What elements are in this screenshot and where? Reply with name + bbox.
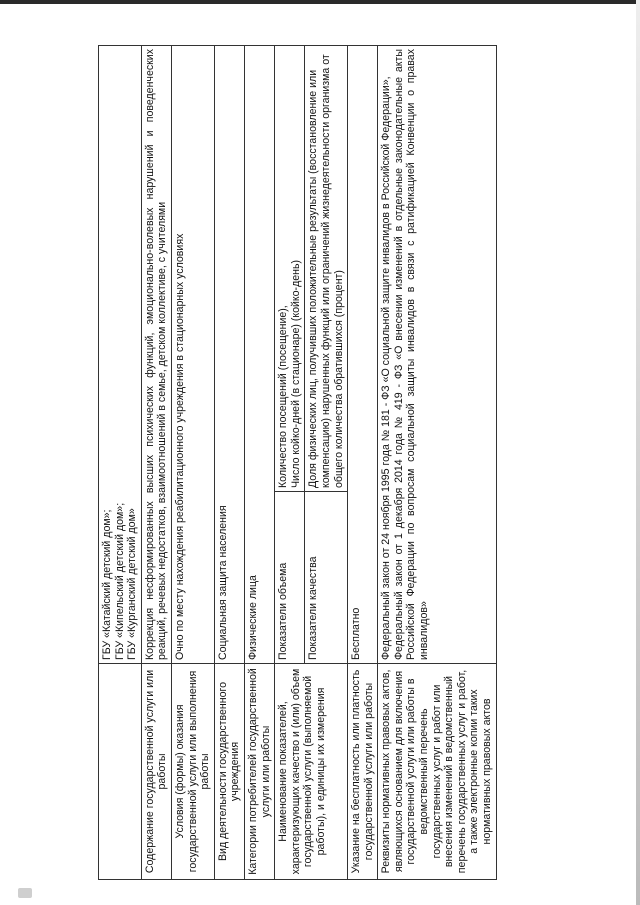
quality-indicators-value: Доля физических лиц, получивших положительные результаты (восстановление или компенсацию) нарушенных функций или ограничений жизнедеятельности организма от общего количества обратившихся (процент) bbox=[305, 46, 348, 492]
content-label: Содержание государственной услуги или работы bbox=[141, 664, 171, 880]
table-row-consumers bbox=[244, 46, 274, 880]
activity-label: Вид деятельности государственного учреждения bbox=[214, 664, 244, 880]
table-row-institutions bbox=[99, 46, 142, 880]
conditions-value: Очно по месту нахождения реабилитационного учреждения в стационарных условиях bbox=[171, 46, 214, 664]
volume-indicator: Количество посещений (посещение), bbox=[277, 305, 290, 488]
institution-item: ГБУ «Курганский детский дом» bbox=[126, 508, 139, 660]
rotated-document-page bbox=[98, 46, 508, 880]
quality-indicators-label: Показатели качества bbox=[305, 492, 348, 664]
table-row-payment bbox=[348, 46, 378, 880]
scan-top-edge bbox=[0, 0, 640, 4]
content-value: Коррекция несформированных высших психических функций, эмоционально-волевых нарушений и поведенческих реакций, речевых недостатков, взаимоотношений в семье, детском коллективе, с учителями bbox=[141, 46, 171, 664]
table-row-legal bbox=[378, 46, 496, 880]
scan-right-edge bbox=[636, 0, 640, 905]
activity-value: Социальная защита населения bbox=[214, 46, 244, 664]
payment-value: Бесплатно bbox=[348, 46, 378, 664]
indicators-label: Наименование показателей, характеризующих качество и (или) объем государственной услуги (выполняемой работы), и единицы их измерения bbox=[275, 664, 348, 880]
volume-indicators-label: Показатели объема bbox=[275, 492, 305, 664]
table-row-activity bbox=[214, 46, 244, 880]
services-registry-table bbox=[98, 45, 497, 880]
volume-indicator: Число койко-дней (в стационаре) (койко-день) bbox=[289, 259, 302, 488]
payment-label: Указание на бесплатность или платность государственной услуги или работы bbox=[348, 664, 378, 880]
legal-act: Федеральный закон от 24 ноября 1995 года № 181 - ФЗ «О социальной защите инвалидов в Российской Федерации», bbox=[380, 76, 393, 660]
table-row-content bbox=[141, 46, 171, 880]
institution-item: ГБУ «Кипельский детский дом»; bbox=[113, 502, 126, 660]
legal-label: Реквизиты нормативных правовых актов, являющихся основанием для включения государственной услуги или работы в ведомственный перечень государственных услуг и работ или внесения изменений в ведомственный перечень государственных услуг и работ, а также электронные копии таких нормативных правовых актов bbox=[378, 664, 496, 880]
conditions-label: Условия (формы) оказания государственной услуги или выполнения работы bbox=[171, 664, 214, 880]
consumers-value: Физические лица bbox=[244, 46, 274, 664]
institutions-list bbox=[99, 46, 142, 664]
scan-artifact bbox=[18, 888, 32, 898]
volume-indicators-value bbox=[275, 46, 305, 492]
legal-act: Федеральный закон от 1 декабря 2014 года № 419 - ФЗ «О внесении изменений в отдельные законодательные акты Российской Федерации по вопросам социальной защиты инвалидов в связи с ратификацией Конвенции о правах инвалидов» bbox=[392, 49, 431, 660]
institution-item: ГБУ «Катайский детский дом»; bbox=[101, 509, 113, 660]
table-row-conditions bbox=[171, 46, 214, 880]
institutions-label bbox=[99, 664, 142, 880]
consumers-label: Категории потребителей государственной услуги или работы bbox=[244, 664, 274, 880]
table-row-volume bbox=[275, 46, 305, 880]
legal-acts-value bbox=[378, 46, 496, 664]
